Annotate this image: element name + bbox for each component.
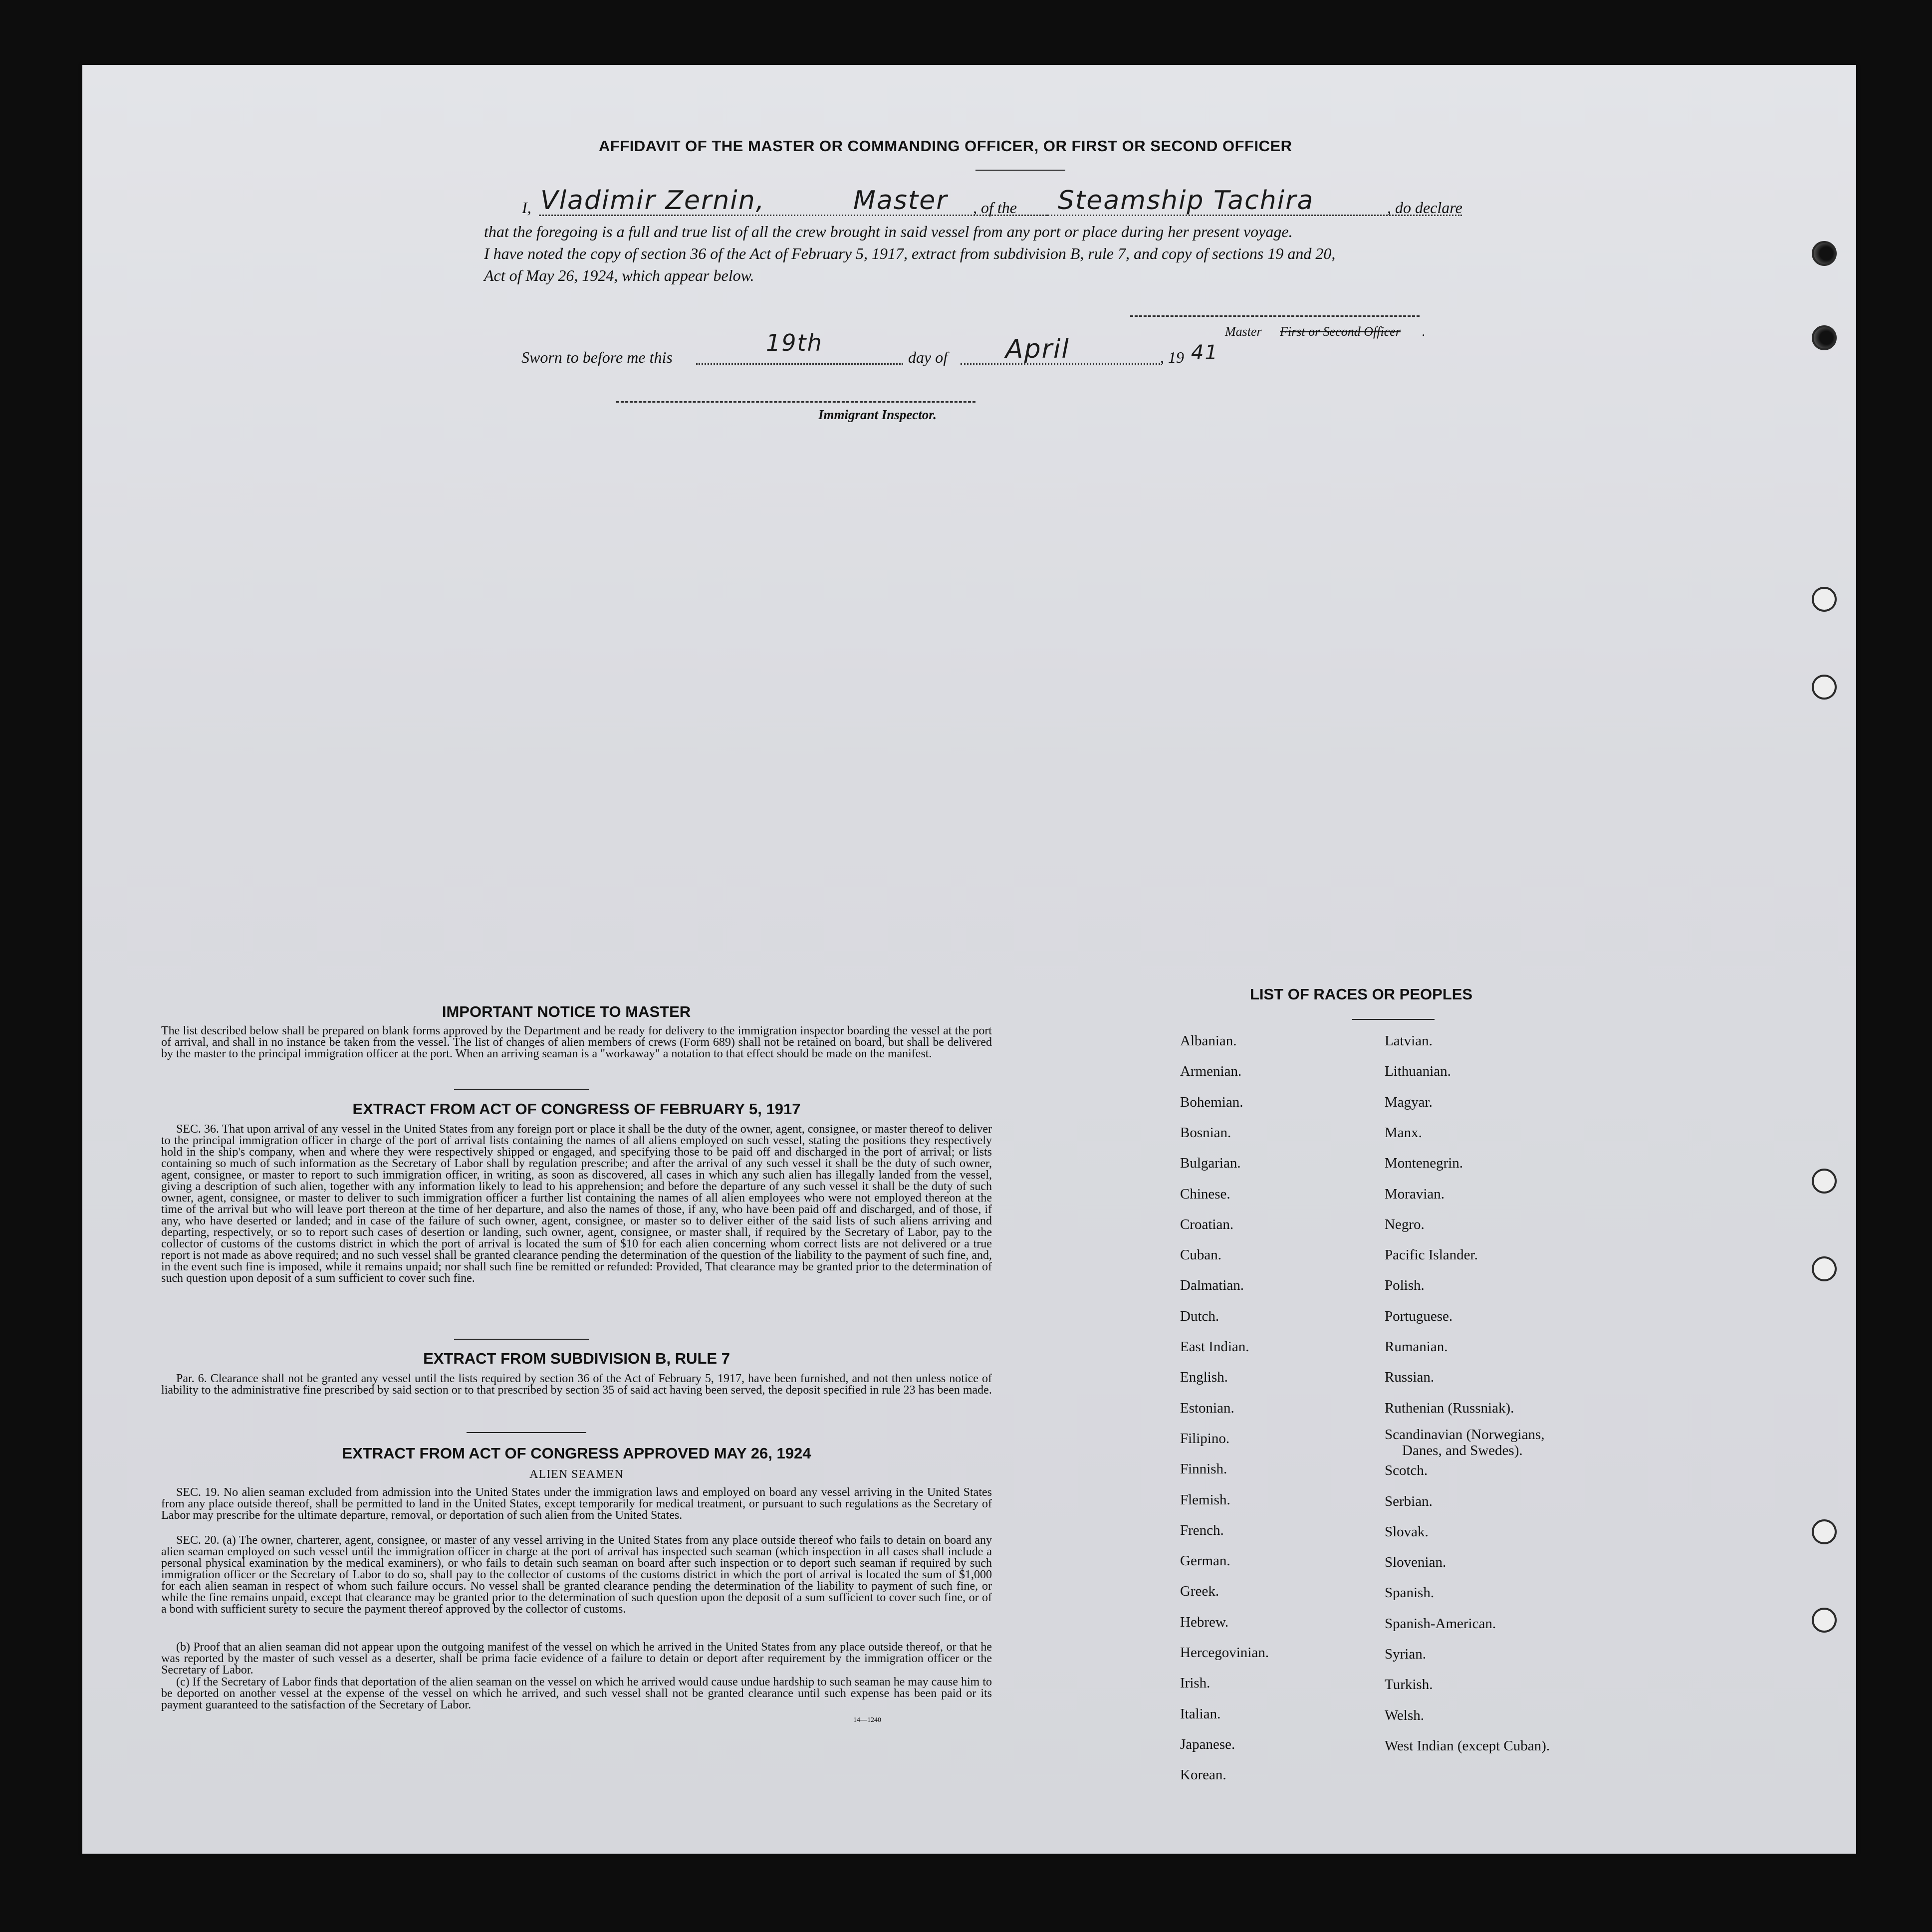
race-item: East Indian.: [1180, 1339, 1249, 1355]
divider-2: [454, 1339, 589, 1340]
extract-1924-sec20a: SEC. 20. (a) The owner, charterer, agent, consignee, or master of any vessel arriving in the United States from any place outside thereof who fails to detain on board any alien seaman employed on such vessel until the immigration officer in charge at the port of arrival has inspected such seaman (which inspection in all cases shall include a personal physical examination by the medical examiners), or who fails to detain such seaman on board after such inspection or to deport such seaman if required by such immigration officer or the Secretary of Labor to do so, shall pay to the collector of customs of the customs district in which the port of arrival is located the sum of $1,000 for each alien seaman in respect of whom such failure occurs. No vessel shall be granted clearance pending the determination of the liability to payment of such fine, or while the fine remains unpaid, except that clearance may be granted prior to the determination of such question upon the deposit of a sum sufficient to cover such fine, or of a bond with sufficient surety to secure the payment thereof approved by the collector of customs.: [161, 1534, 992, 1616]
affidavit-line2: that the foregoing is a full and true list of all the crew brought in said vessel from any port or place during her present voyage.: [484, 223, 1293, 241]
race-item: Danes, and Swedes).: [1402, 1442, 1523, 1458]
race-item: Pacific Islander.: [1385, 1247, 1478, 1263]
race-item: German.: [1180, 1553, 1230, 1569]
races-title: LIST OF RACES OR PEOPLES: [1250, 985, 1473, 1003]
race-item: Syrian.: [1385, 1646, 1426, 1662]
race-item: Serbian.: [1385, 1493, 1433, 1509]
extract-1917-title: EXTRACT FROM ACT OF CONGRESS OF FEBRUARY 5, 1917: [352, 1100, 801, 1118]
race-item: Korean.: [1180, 1767, 1226, 1783]
extract-1924-sec20c: (c) If the Secretary of Labor finds that deportation of the alien seaman on the vessel on which he arrived would cause undue hardship to such seaman he may cause him to be deported on another vessel at the expense of the vessel on which he arrived, and such vessel shall not be granted clearance until such expense has been paid or its payment guaranteed to the satisfaction of the Secretary of Labor.: [161, 1676, 992, 1711]
race-item: Portuguese.: [1385, 1308, 1453, 1324]
race-item: Latvian.: [1385, 1033, 1433, 1049]
master-name: Vladimir Zernin,: [540, 186, 765, 216]
race-item: Filipino.: [1180, 1430, 1230, 1447]
race-item: Polish.: [1385, 1277, 1425, 1294]
extract-1917-body: SEC. 36. That upon arrival of any vessel in the United States from any foreign port or place it shall be the duty of the owner, agent, consignee, or master thereof to deliver to the principal immigration officer in charge of the port of arrival lists containing the names of all aliens employed on such vessel, stating the positions they respectively hold in the ship's company, when and where they were respectively shipped or engaged, and specifying those to be paid off and discharged in the port of arrival; or lists containing so much of such information as the Secretary of Labor shall by regulation prescribe; and after the arrival of any such vessel it shall be the duty of such owner, agent, consignee, or master to report to such immigration officer, in writing, as soon as discovered, all cases in which any such alien has illegally landed from the vessel, giving a description of such alien, together with any information likely to lead to his apprehension; and before the departure of any such vessel it shall be the duty of such owner, agent, consignee, or master to deliver to such immigration officer a further list containing the names of all alien employees who were not employed thereon at the time of the arrival but who will leave port thereon at the time of her departure, and also the names of those, if any, who have been paid off and discharged, and of those, if any, who have deserted or landed; and in case of the failure of such owner, agent, consignee, or master so to deliver either of the said lists of such aliens arriving and departing, respectively, or so to report such cases of desertion or landing, such owner, agent, consignee, or master shall, if required by the Secretary of Labor, pay to the collector of customs of the customs district in which the port of arrival is located the sum of $10 for each alien concerning whom correct lists are not delivered or a true report is not made as above required; and no such vessel shall be granted clearance pending the determination of the question of the liability to the payment of such fine, and, in the event such fine is imposed, while it remains unpaid; nor shall such fine be remitted or refunded: Provided, That clearance may be granted prior to the determination of such question upon deposit of a sum sufficient to cover such fine.: [161, 1123, 992, 1285]
race-item: Japanese.: [1180, 1736, 1235, 1752]
sworn-day: 19th: [766, 329, 823, 356]
bleed-through-text: [422, 112, 430, 145]
race-item: Dalmatian.: [1180, 1277, 1244, 1294]
race-item: Slovenian.: [1385, 1554, 1447, 1571]
race-item: Estonian.: [1180, 1400, 1234, 1416]
sworn-month: April: [1005, 334, 1070, 364]
race-item: Croatian.: [1180, 1216, 1234, 1232]
race-item: Scandinavian (Norwegians,: [1385, 1426, 1545, 1443]
race-item: French.: [1180, 1522, 1224, 1538]
race-item: Greek.: [1180, 1583, 1219, 1600]
race-item: Spanish-American.: [1385, 1615, 1496, 1632]
master-label: Master: [1225, 324, 1262, 339]
race-item: Dutch.: [1180, 1308, 1219, 1324]
race-item: Flemish.: [1180, 1491, 1230, 1508]
races-divider: [1352, 1019, 1435, 1020]
race-item: Magyar.: [1385, 1094, 1433, 1110]
race-item: Lithuanian.: [1385, 1063, 1451, 1080]
race-item: Irish.: [1180, 1675, 1210, 1691]
affidavit-line4: Act of May 26, 1924, which appear below.: [484, 266, 754, 284]
binder-hole: [1812, 1256, 1837, 1281]
affidavit-title: AFFIDAVIT OF THE MASTER OR COMMANDING OFFICER, OR FIRST OR SECOND OFFICER: [599, 137, 1292, 155]
divider-1: [454, 1089, 589, 1090]
year-prefix: , 19: [1160, 348, 1184, 366]
race-item: Slovak.: [1385, 1523, 1429, 1540]
race-item: Moravian.: [1385, 1186, 1445, 1202]
title-divider: [975, 170, 1065, 171]
race-item: Bulgarian.: [1180, 1155, 1241, 1172]
form-number: 14—1240: [853, 1716, 881, 1724]
race-item: Rumanian.: [1385, 1339, 1448, 1355]
binder-hole: [1812, 1519, 1837, 1544]
sworn-year: 41: [1191, 341, 1218, 364]
notice-body: The list described below shall be prepared on blank forms approved by the Department and be ready for delivery to the immigration inspector boarding the vessel at the port of arrival, and shall in no instance be taken from the vessel. The list of changes of alien members of crews (Form 689) shall not be retained on board, but shall be delivered by the master to the principal immigration officer at the port. When an arriving seaman is a "workaway" a notation to that effect should be made on the manifest.: [161, 1024, 992, 1060]
race-item: Hercegovinian.: [1180, 1645, 1269, 1661]
race-item: Scotch.: [1385, 1462, 1428, 1479]
master-signature-line: [1130, 314, 1420, 317]
race-item: Chinese.: [1180, 1186, 1230, 1202]
binder-hole: [1812, 1608, 1837, 1633]
extract-1924-sec19: SEC. 19. No alien seaman excluded from admission into the United States under the immigration laws and employed on board any vessel arriving in the United States from any place outside thereof, shall be permitted to land in the United States, except temporarily for medical treatment, or pursuant to such regulations as the Secretary of Labor may prescribe for the ultimate departure, removal, or deportation of such alien from the United States.: [161, 1486, 992, 1522]
inspector-label: Immigrant Inspector.: [818, 407, 937, 422]
subdivision-title: EXTRACT FROM SUBDIVISION B, RULE 7: [423, 1350, 730, 1367]
race-item: Welsh.: [1385, 1707, 1425, 1723]
affidavit-line3: I have noted the copy of section 36 of the Act of February 5, 1917, extract from subdivision B, rule 7, and copy of sections 19 and 20,: [484, 244, 1336, 262]
binder-hole: [1812, 325, 1837, 350]
race-item: Bohemian.: [1180, 1094, 1243, 1110]
race-item: West Indian (except Cuban).: [1385, 1737, 1550, 1754]
race-item: Russian.: [1385, 1369, 1435, 1386]
day-of-text: day of: [908, 348, 948, 366]
race-item: Montenegrin.: [1385, 1155, 1463, 1172]
binder-hole: [1812, 1169, 1837, 1194]
race-item: Bosnian.: [1180, 1124, 1231, 1141]
inspector-signature-line: [616, 400, 975, 403]
race-item: Finnish.: [1180, 1461, 1227, 1477]
of-the-text: , of the: [973, 199, 1017, 217]
extract-1924-sec20b: (b) Proof that an alien seaman did not appear upon the outgoing manifest of the vessel on which he arrived in the United States from any place outside thereof, or that he was reported by the master of such vessel as a deserter, shall be prima facie evidence of a failure to detain or deport after requirement by the immigration officer or the Secretary of Labor.: [161, 1641, 992, 1677]
binder-hole: [1812, 587, 1837, 612]
race-item: Ruthenian (Russniak).: [1385, 1400, 1514, 1416]
master-rank: Master: [853, 186, 948, 216]
binder-hole: [1812, 675, 1837, 700]
race-item: Turkish.: [1385, 1677, 1433, 1693]
binder-hole: [1812, 241, 1837, 266]
affidavit-i: I,: [522, 199, 531, 217]
race-item: Cuban.: [1180, 1247, 1221, 1263]
subdivision-body: Par. 6. Clearance shall not be granted any vessel until the lists required by section 36 of the Act of February 5, 1917, have been furnished, and not then unless notice of liability to the administrative fine prescribed by said section or to that prescribed by section 35 of said act having been served, the deposit specified in rule 23 has been made.: [161, 1372, 992, 1397]
race-item: Negro.: [1385, 1216, 1425, 1232]
do-declare-text: , do declare: [1387, 199, 1462, 217]
vessel-name: Steamship Tachira: [1058, 186, 1314, 216]
race-item: Spanish.: [1385, 1585, 1435, 1601]
divider-3: [467, 1432, 586, 1433]
manifest-page: [82, 65, 1856, 1854]
race-item: English.: [1180, 1369, 1228, 1386]
race-item: Hebrew.: [1180, 1614, 1229, 1630]
notice-title: IMPORTANT NOTICE TO MASTER: [442, 1003, 691, 1020]
race-item: Albanian.: [1180, 1033, 1237, 1049]
period: .: [1422, 324, 1426, 339]
race-item: Italian.: [1180, 1705, 1221, 1722]
struck-officer-label: First or Second Officer: [1280, 324, 1401, 339]
sworn-text: Sworn to before me this: [521, 348, 673, 366]
extract-1924-title: EXTRACT FROM ACT OF CONGRESS APPROVED MAY 26, 1924: [342, 1445, 811, 1462]
race-item: Manx.: [1385, 1124, 1422, 1141]
extract-1924-subtitle: ALIEN SEAMEN: [529, 1468, 624, 1481]
race-item: Armenian.: [1180, 1063, 1242, 1080]
